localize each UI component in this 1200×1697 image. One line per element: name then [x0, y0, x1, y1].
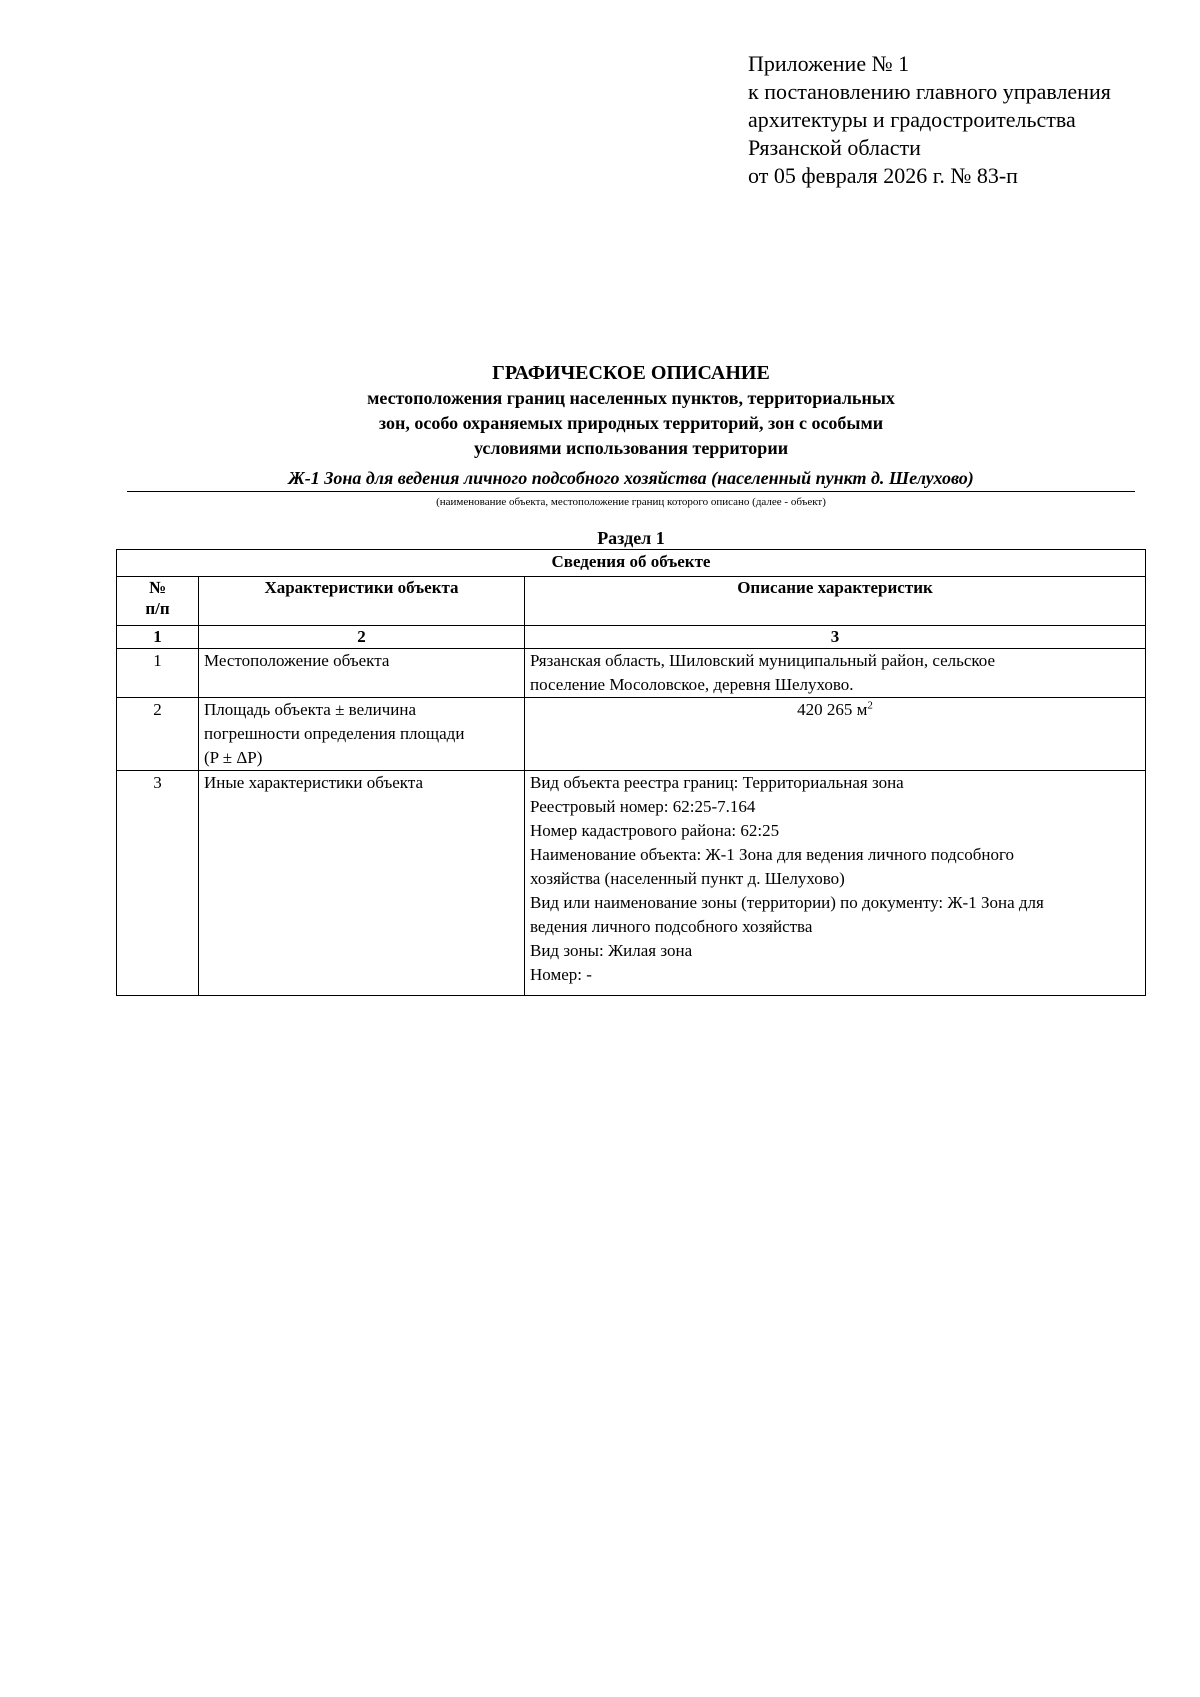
row-description-line: хозяйства (населенный пункт д. Шелухово) — [530, 869, 845, 888]
row-number: 2 — [117, 698, 199, 771]
row-description-line: Вид зоны: Жилая зона — [530, 941, 693, 960]
row-characteristic-line: Площадь объекта ± величина — [204, 700, 417, 719]
appendix-line: Рязанской области — [748, 135, 921, 160]
row-characteristic — [199, 649, 525, 698]
appendix-block — [748, 50, 1111, 190]
row-description-line: Наименование объекта: Ж-1 Зона для ведения личного подсобного — [530, 845, 1015, 864]
row-description — [525, 649, 1146, 698]
column-header-description: Описание характеристик — [525, 577, 1146, 626]
column-number-row — [117, 626, 1146, 649]
row-description-line: Вид или наименование зоны (территории) по документу: Ж-1 Зона для — [530, 893, 1044, 912]
section-title: Раздел 1 — [597, 528, 665, 548]
table-row — [117, 771, 1146, 996]
row-characteristic-line: Иные характеристики объекта — [204, 773, 424, 792]
column-number: 3 — [525, 626, 1146, 649]
document-title: ГРАФИЧЕСКОЕ ОПИСАНИЕ — [492, 362, 770, 384]
table-row — [117, 698, 1146, 771]
row-description-line: поселение Мосоловское, деревня Шелухово. — [530, 675, 854, 694]
table-caption: Сведения об объекте — [117, 550, 1146, 577]
table-header-row — [117, 577, 1146, 626]
column-header-num-line2: п/п — [145, 599, 170, 618]
column-header-num — [117, 577, 199, 626]
table-caption-row — [117, 550, 1146, 577]
object-name: Ж-1 Зона для ведения личного подсобного хозяйства (населенный пункт д. Шелухово) — [127, 466, 1135, 492]
document-subtitle-line: зон, особо охраняемых природных территорий, зон с особыми — [378, 413, 884, 433]
document-subtitle-line: условиями использования территории — [473, 438, 789, 458]
row-description-line: Номер кадастрового района: 62:25 — [530, 821, 780, 840]
row-characteristic — [199, 771, 525, 996]
row-characteristic-line: Местоположение объекта — [204, 651, 390, 670]
title-block — [0, 360, 1200, 461]
column-number: 2 — [199, 626, 525, 649]
area-unit-superscript: 2 — [867, 699, 873, 712]
row-description-line: Реестровый номер: 62:25-7.164 — [530, 797, 756, 816]
document-subtitle-line: местоположения границ населенных пунктов, территориальных — [367, 388, 895, 408]
column-header-characteristic: Характеристики объекта — [199, 577, 525, 626]
appendix-line: к постановлению главного управления — [748, 79, 1111, 104]
column-number: 1 — [117, 626, 199, 649]
appendix-line: от 05 февраля 2026 г. № 83-п — [748, 163, 1018, 188]
row-description-line: Рязанская область, Шиловский муниципальный район, сельское — [530, 651, 996, 670]
row-characteristic-line: (P ± ΔP) — [204, 748, 263, 767]
appendix-line: архитектуры и градостроительства — [748, 107, 1076, 132]
row-description — [525, 771, 1146, 996]
object-info-table — [116, 549, 1146, 996]
row-characteristic — [199, 698, 525, 771]
row-description-area — [525, 698, 1146, 771]
row-description-line: Вид объекта реестра границ: Территориальная зона — [530, 773, 904, 792]
table-row — [117, 649, 1146, 698]
column-header-num-line1: № — [148, 578, 167, 597]
appendix-line: Приложение № 1 — [748, 51, 910, 76]
row-number: 3 — [117, 771, 199, 996]
row-description-line: ведения личного подсобного хозяйства — [530, 917, 813, 936]
object-name-caption: (наименование объекта, местоположение границ которого описано (далее - объект) — [436, 496, 826, 508]
area-value: 420 265 м — [797, 700, 868, 719]
row-description-line: Номер: - — [530, 965, 592, 984]
row-number: 1 — [117, 649, 199, 698]
row-characteristic-line: погрешности определения площади — [204, 724, 465, 743]
